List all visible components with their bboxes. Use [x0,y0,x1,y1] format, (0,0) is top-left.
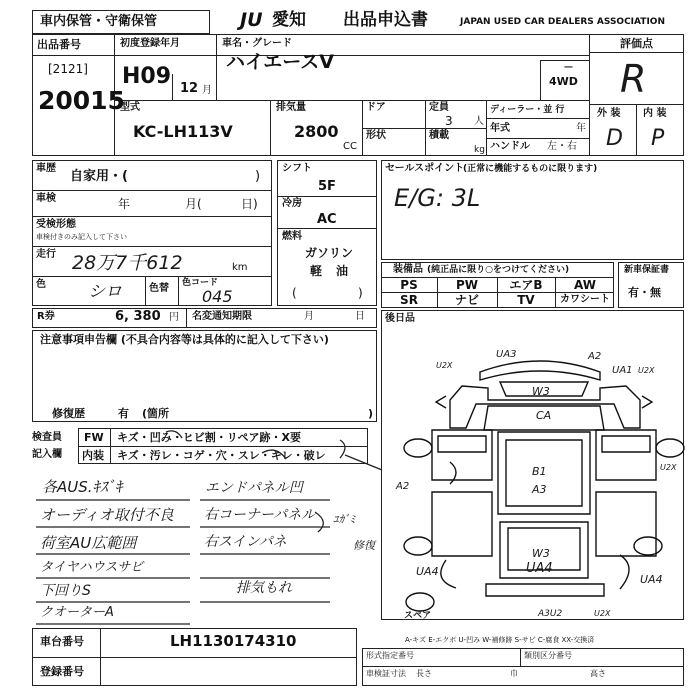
handle-options: 左・右 [547,141,577,152]
handwritten-note: エンドパネル凹 [205,480,303,496]
fuel-paren-open: ( [292,286,297,300]
first-registration-month: 12 [180,81,199,96]
door-label: ドア [366,102,386,113]
repair-history-value: 有 [118,407,129,420]
color-change-label: 色替 [149,283,169,294]
shift-value: 5F [318,179,336,194]
model-code-label: 型式 [120,102,140,113]
aircon-value: AC [317,212,337,227]
selling-points-note: (正常に機能するものに限ります) [463,164,598,174]
repair-history-label: 修復歴 [52,407,85,420]
recycle-amount: 6, 380 [115,309,161,324]
receipt-form-note: 車検付きのみ記入して下さい [36,233,127,241]
persons-unit: 人 [474,116,484,127]
certificate-size-label: 車検証寸法 [366,669,406,678]
equipment-navi: ナビ [454,293,479,307]
handwritten-note: 荷室AU広範囲 [40,534,137,552]
notes-title: 注意事項申告欄 (不具合内容等は具体的に記入して下さい) [40,333,329,346]
diagram-mark: A2 [588,351,602,362]
diagram-mark: B1 [532,465,547,478]
org-name: 愛知 [272,10,306,30]
diagram-mark: UA4 [526,561,553,576]
equipment-note: (純正品に限り○をつけてください) [427,265,570,275]
lot-bracket: [2121] [48,62,88,76]
equipment-aw: AW [574,278,596,292]
lot-number-label: 出品番号 [37,38,81,51]
tax-notice-label: 名変通知期限 [192,311,252,322]
model-name: ハイエースV [226,51,334,73]
storage-title: 車内保管・守衛保管 [40,14,158,29]
handwritten-note: クオーターA [40,605,114,620]
usage-value: 自家用・( [70,169,128,184]
equipment-ps: PS [400,278,418,292]
interior-check-label: 内装 [82,449,104,462]
rating-label: 評価点 [620,37,653,50]
displacement-value: 2800 [294,122,339,141]
chassis-number-label: 車台番号 [40,635,84,648]
first-registration-era: H09 [122,64,172,89]
class-category-label: 類別区分番号 [524,651,572,660]
mileage-value: 28万7千612 [72,252,183,274]
type-designation-label: 形式指定番号 [366,651,414,660]
tax-notice-day: 日 [355,311,365,322]
displacement-label: 排気量 [276,102,306,113]
year-unit: 年 [576,123,586,134]
capacity-label: 定員 [429,102,449,113]
handwritten-note: 右スインパネ [204,534,287,550]
handwritten-note: オーディオ取付不良 [40,506,174,524]
fuel-alt-light: 軽 [310,264,323,278]
model-code: KC-LH113V [133,122,233,141]
length-label: 長さ [416,669,432,678]
fuel-value: ガソリン [305,246,354,260]
color-code-label: 色コード [182,278,219,288]
inspection-day-unit: 日) [241,197,258,211]
warranty-label: 新車保証書 [624,265,670,275]
damage-legend: A-キズ E-エクボ U-凹み W-補修跡 S-サビ C-腐食 XX-交換済 [405,636,595,644]
selling-points-label: セールスポイント [385,163,465,174]
later-items-label: 後日品 [385,313,415,324]
usage-label: 車歴 [36,163,56,174]
diagram-mark: UA1 [612,365,633,376]
equipment-tv: TV [517,293,535,307]
aircon-label: 冷房 [282,198,302,209]
diagram-mark: A2 [396,481,410,492]
km-unit: km [232,262,248,273]
handwritten-note: 修復 [353,539,375,552]
registration-number-label: 登録番号 [40,665,84,678]
equipment-pw: PW [455,278,479,292]
diagram-mark: UA3 [496,349,517,360]
shape-label: 形状 [366,130,386,141]
handwritten-note: 各AUS.ｷｽﾞｷ [42,478,123,496]
diagram-mark: U2X [436,361,453,370]
usage-close: ) [255,169,261,184]
rating-value: R [620,57,647,101]
entry-label: 記入欄 [32,449,62,460]
fuel-alt-oil: 油 [336,264,349,278]
shift-label: シフト [282,163,312,174]
exterior-grade: D [606,126,623,151]
width-label: 巾 [510,669,518,678]
equipment-sr: SR [400,293,418,307]
color-label: 色 [36,279,46,290]
height-label: 高さ [590,669,606,678]
receipt-form-label: 受検形態 [36,219,76,230]
diagram-mark: UA4 [640,573,663,586]
diagram-mark: W3 [532,385,550,398]
recycle-label: R券 [37,311,55,322]
interior-label: 内 装 [643,108,667,119]
handwritten-note: 排気もれ [236,580,292,596]
kg-unit: kg [474,145,485,155]
handwritten-note: 下回りS [40,583,91,599]
diagram-mark: W3 [532,547,550,560]
diagram-mark: A3 [532,483,547,496]
lot-number: 20015 [38,86,125,115]
handwritten-note: 右コーナーパネル [204,507,316,523]
model-grade-label: 車名・グレード [222,38,292,49]
equipment-airbag: エアB [509,278,543,292]
chassis-number: LH1130174310 [170,632,297,650]
inspection-month-unit: 月( [185,197,202,211]
fw-items: キズ・凹み・ヒビ割・リペア跡・X要 [117,431,302,444]
interior-check-items: キズ・汚レ・コゲ・穴・スレ・キレ・破レ [117,449,326,462]
diagram-mark: U2X [638,366,655,375]
inspector-label: 検査員 [32,432,62,443]
interior-grade: P [651,126,665,151]
repair-history-part: (箇所 [142,407,170,420]
first-registration-month-unit: 月 [202,85,212,96]
first-registration-label: 初度登録年月 [120,38,180,49]
recycle-yen: 円 [169,312,179,323]
equipment-leather-seat: カワシート [560,294,610,305]
org-english-name: JAPAN USED CAR DEALERS ASSOCIATION [460,17,665,27]
handwritten-note: ﾕｶﾞﾐ [333,513,355,526]
cc-unit: CC [343,141,357,152]
mileage-label: 走行 [36,249,56,260]
equipment-label: 装備品 [393,264,423,275]
document-title: 出品申込書 [343,10,428,30]
inspection-year-unit: 年 [118,197,131,211]
capacity-value: 3 [445,114,453,128]
handle-label: ハンドル [490,141,530,152]
dealer-parallel-label: ディーラー・並 行 [490,105,565,115]
color-name: シロ [88,282,122,302]
fw-label: FW [84,431,104,444]
fuel-paren-close: ) [358,286,363,300]
diagram-mark: U2X [594,609,611,618]
exterior-label: 外 装 [597,108,621,119]
weight-label: 積載 [429,130,449,141]
inspection-label: 車検 [36,193,56,204]
repair-history-close: ) [368,407,374,420]
spare-label: スペア [404,611,432,621]
logo-mark: JU [240,9,263,31]
diagram-mark: U2X [660,463,677,472]
fuel-label: 燃料 [282,231,302,242]
diagram-mark: A3U2 [538,609,563,619]
drive-type: 4WD [549,75,578,88]
diagram-mark: CA [536,409,552,422]
drive-prefix: − [563,60,574,75]
selling-point-text: E/G: 3L [394,184,481,212]
warranty-options: 有・無 [628,286,661,299]
color-code: 045 [202,287,233,306]
tax-notice-month: 月 [304,311,314,322]
model-year-label: 年式 [490,123,510,134]
diagram-mark: UA4 [416,565,439,578]
handwritten-note: タイヤハウスサビ [40,560,144,575]
